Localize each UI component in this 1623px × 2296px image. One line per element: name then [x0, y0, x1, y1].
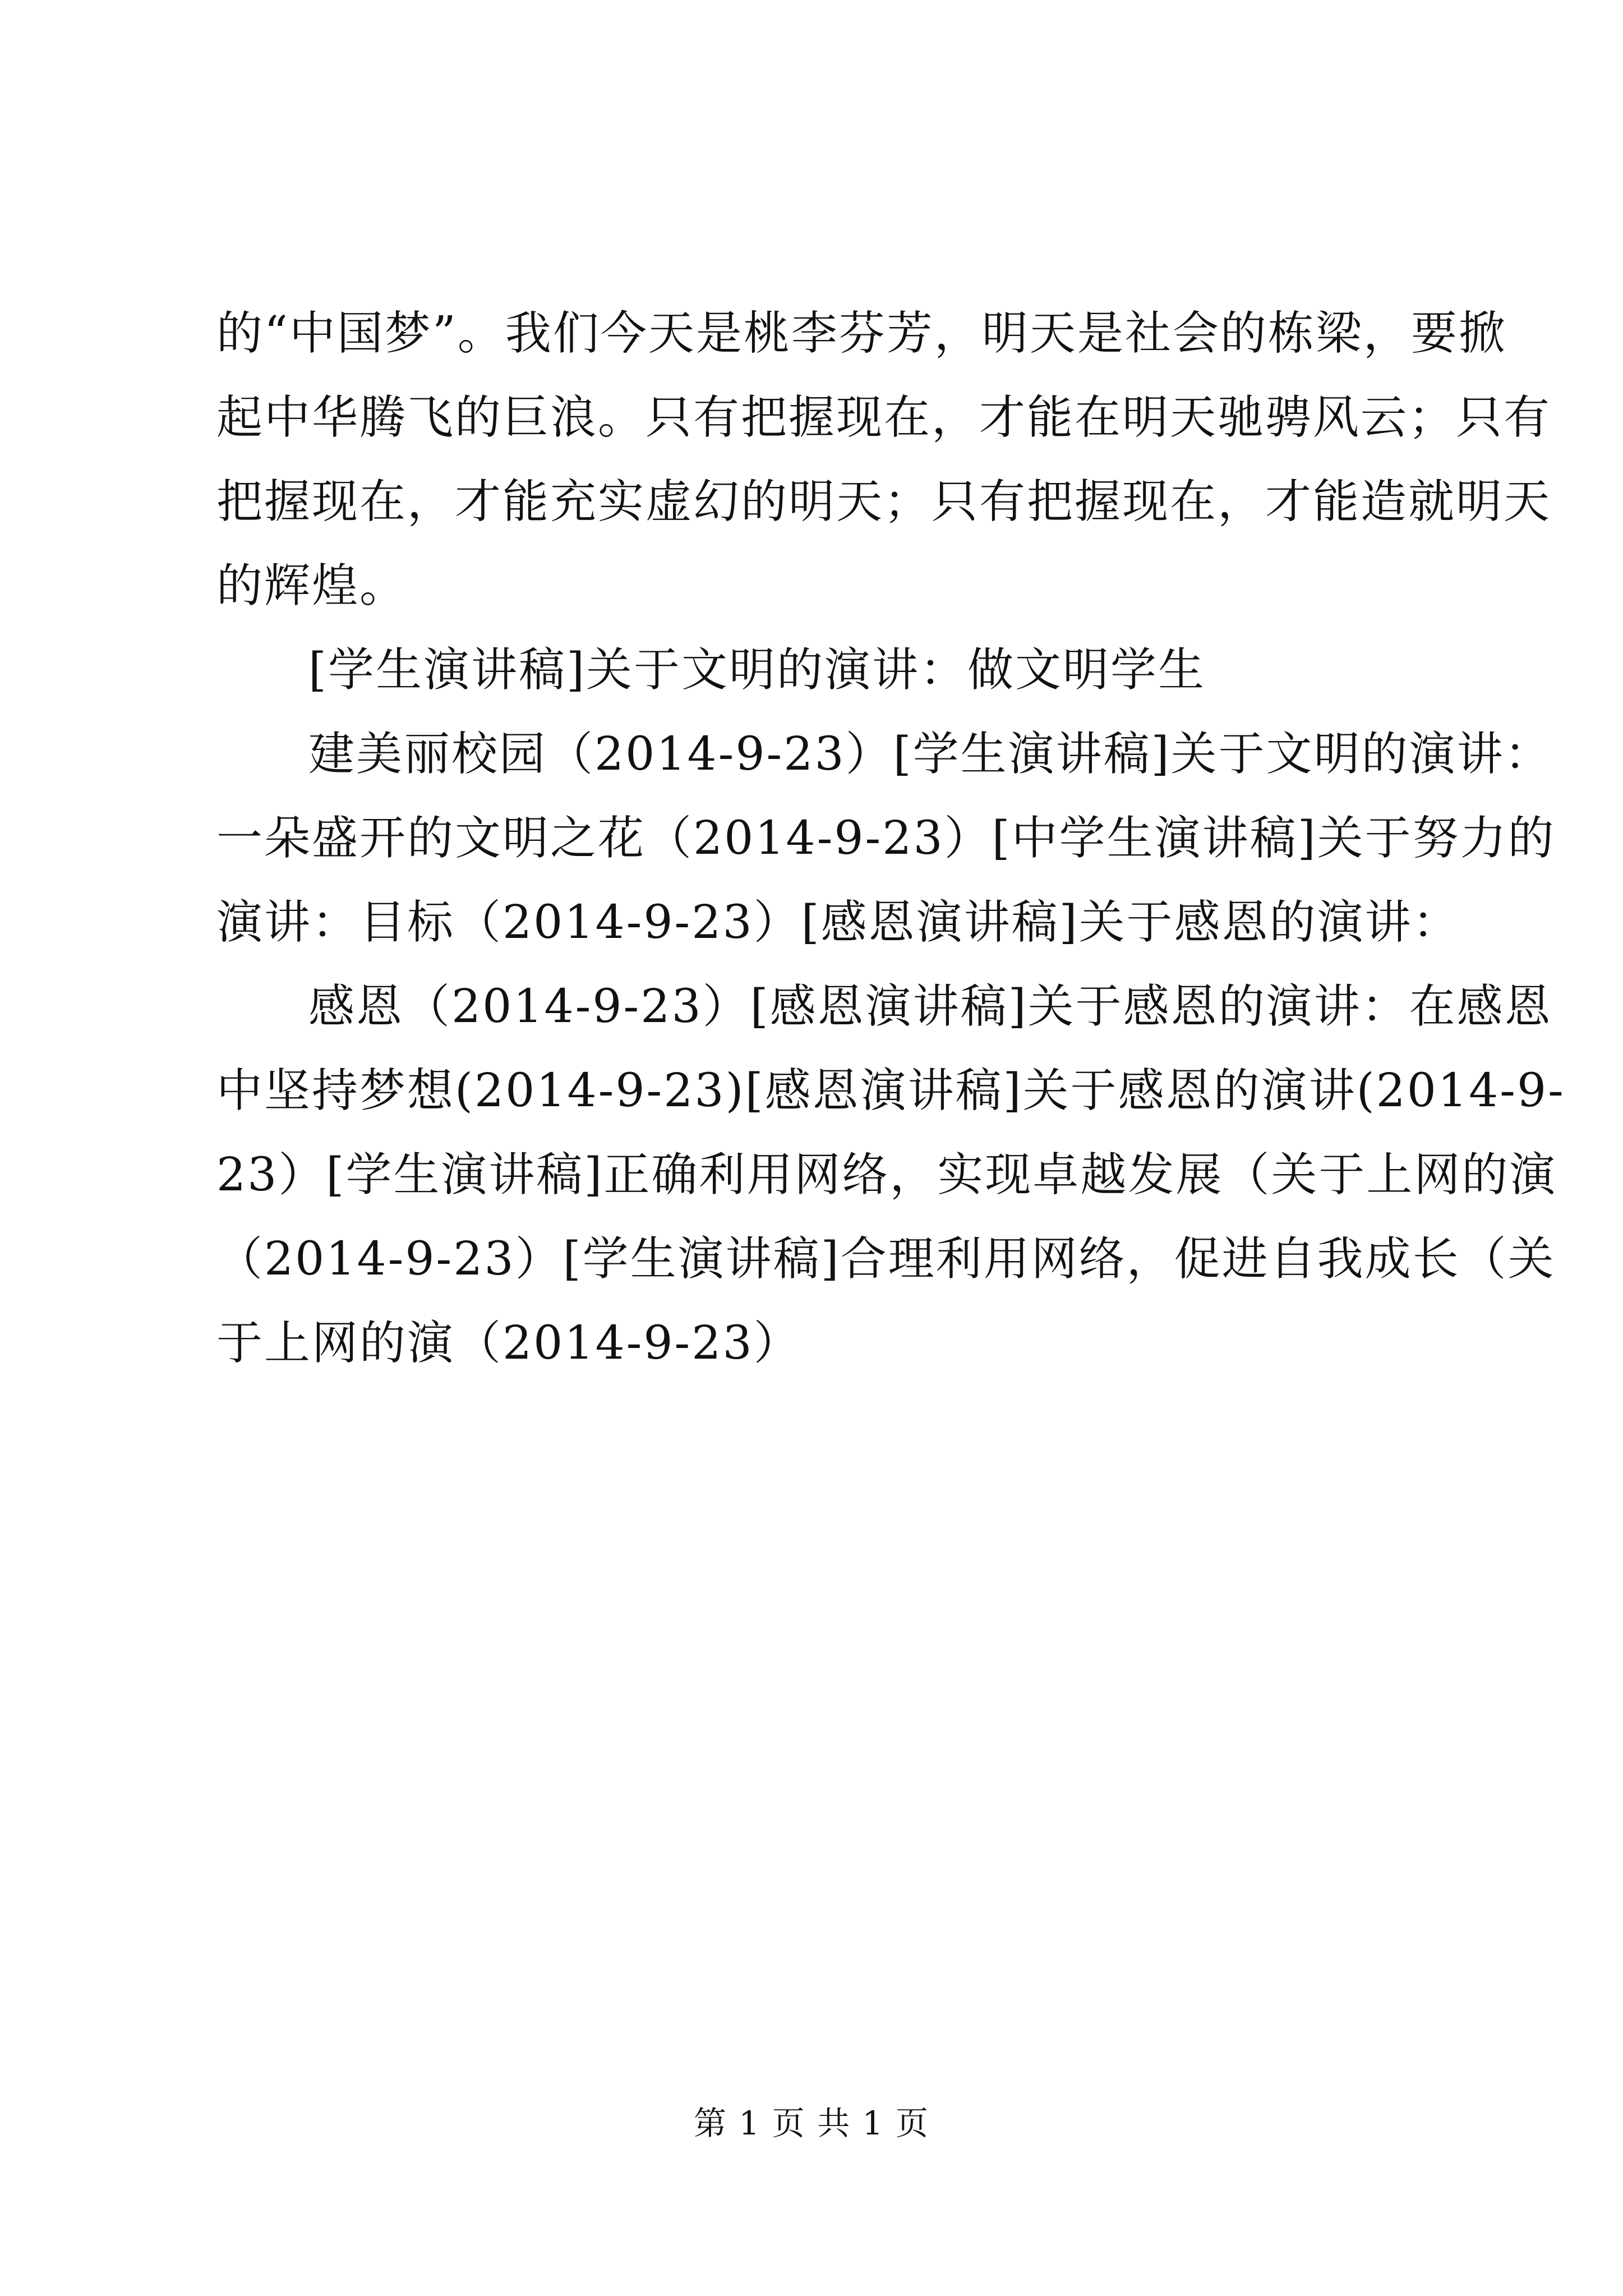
- document-body: [216, 292, 1565, 1386]
- text-line: 感恩（2014-9-23）[感恩演讲稿]关于感恩的演讲：在感恩: [308, 980, 1552, 1033]
- text-line: 建美丽校园（2014-9-23）[学生演讲稿]关于文明的演讲：: [308, 728, 1552, 781]
- text-line: 的辉煌。: [216, 559, 408, 613]
- text-line: 把握现在，才能充实虚幻的明天；只有把握现在，才能造就明天: [216, 475, 1552, 528]
- text-line: 的“中国梦”。我们今天是桃李芬芳，明天是社会的栋梁，要掀: [216, 307, 1506, 360]
- page-number-footer: 第 1 页 共 1 页: [694, 2104, 929, 2142]
- text-line: [学生演讲稿]关于文明的演讲：做文明学生: [308, 643, 1206, 697]
- text-line: 起中华腾飞的巨浪。只有把握现在，才能在明天驰骋风云；只有: [216, 391, 1552, 444]
- text-line: 演讲：目标（2014-9-23）[感恩演讲稿]关于感恩的演讲：: [216, 896, 1460, 949]
- text-line: 一朵盛开的文明之花（2014-9-23）[中学生演讲稿]关于努力的: [216, 812, 1556, 865]
- text-line: 中坚持梦想(2014-9-23)[感恩演讲稿]关于感恩的演讲(2014-9-: [216, 1064, 1565, 1117]
- text-line: （2014-9-23）[学生演讲稿]合理利用网络，促进自我成长（关: [216, 1232, 1556, 1286]
- text-line: 23）[学生演讲稿]正确利用网络，实现卓越发展（关于上网的演: [216, 1148, 1557, 1202]
- text-line: 于上网的演（2014-9-23）: [216, 1317, 801, 1370]
